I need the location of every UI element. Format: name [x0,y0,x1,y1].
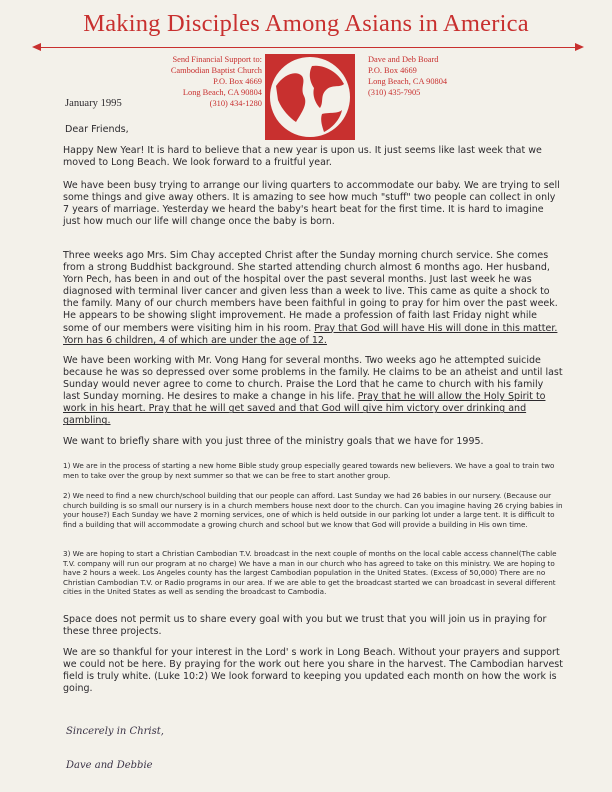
salutation: Dear Friends, [65,124,129,135]
letterhead-title: Making Disciples Among Asians in America [83,10,529,37]
address-line: Long Beach, CA 90804 [182,88,262,97]
paragraph-baby: We have been busy trying to arrange our living quarters to accommodate our baby. We are trying to sell some things and give away others. It is amazing to see how much "stuff" two people can collect in only 7 years of marriage. Yesterday we heard the baby's heart beat for the first time. It is hard to imagine just how much our life will change once the baby is born. [63,180,560,228]
paragraph-goals-intro: We want to briefly share with you just three of the ministry goals that we have for 1995. [63,436,484,447]
rule-arrow-right [575,43,584,51]
prayer-request: Pray that God will have His will done in this matter. Yorn has 6 children, 4 of which are under the age of 12. [63,322,558,346]
address-line: P.O. Box 4669 [368,66,417,75]
signature: Dave and Debbie [66,760,153,771]
address-line: Dave and Deb Board [368,55,439,64]
address-line: P.O. Box 4669 [213,77,262,86]
goal-building: 2) We need to find a new church/school building that our people can afford. Last Sunday we had 26 babies in our nursery. (Because our church building is so small our nursery is in a church members house next door to the church. Can you imagine having 26 crying babies in your house?) Each Sunday we have 2 morning services, one of which is held outside in our parking lot under a large tent. It is difficult to find a building that will accommodate a growing church and school but we know that God will provide a building in His own time. [63,491,563,529]
paragraph-sim-chay [63,250,563,347]
paragraph-new-year: Happy New Year! It is hard to believe that a new year is upon us. It just seems like last week that we moved to Long Beach. We look forward to a fruitful year. [63,145,542,169]
paragraph-vong-hang [63,355,563,428]
letterhead-rule [38,47,576,48]
globe-icon [262,52,358,142]
board-address [368,54,447,98]
prayer-request: Pray that he will allow the Holy Spirit to work in his heart. Pray that he will get saved and that God will give him victory over drinking and gambling. [63,391,546,427]
paragraph-join-prayer: Space does not permit us to share every goal with you but we trust that you will join us in praying for these three projects. [63,614,547,638]
goal-bible-study: 1) We are in the process of starting a new home Bible study group especially geared towards new believers. We have a goal to train two men to take over the group by next summer so that we can be free to start another group. [63,461,555,480]
paragraph-text: We have been working with Mr. Vong Hang for several months. Two weeks ago he attempted suicide because he was so depressed over some problems in the family. He claims to be an atheist and until last Sunday would never agree to come to church. Praise the Lord that he came to church with his family last Sunday morning. He desires to make a change in his life. [63,355,563,403]
paragraph-text: Three weeks ago Mrs. Sim Chay accepted Christ after the Sunday morning church service. She comes from a strong Buddhist background. She started attending church almost 6 months ago. Her husband, Yorn Pech, has been in and out of the hospital over the past several months. Just last week he was diagnosed with terminal liver cancer and given less than a week to live. This came as quite a shock to the family. Many of our church members have been faithful in going to pray for him over the past week. He appears to be showing slight improvement. He made a profession of faith last Friday night while some of our members were visiting him in his room. [63,250,558,334]
address-line: Cambodian Baptist Church [170,66,262,75]
goal-tv-broadcast: 3) We are hoping to start a Christian Cambodian T.V. broadcast in the next couple of months on the local cable access channel(The cable T.V. company will run our program at no charge) We have a man in our church who has agreed to take on this ministry. We are hoping to have 2 hours a week. Los Angeles county has the largest Cambodian population in the United States. (Excess of 50,000) There are no Christian Cambodian T.V. or Radio programs in our area. If we are able to get the broadcast started we can broadcast in several different cities in the United States as well as sending the broadcast to Cambodia. [63,549,557,597]
letter-date: January 1995 [65,98,122,109]
address-line: Long Beach, CA 90804 [368,77,448,86]
support-address [171,54,262,109]
address-line: (310) 435-7905 [368,88,421,97]
closing: Sincerely in Christ, [66,726,164,737]
address-line: Send Financial Support to: [172,55,262,64]
address-line: (310) 434-1280 [209,99,262,108]
paragraph-thanks: We are so thankful for your interest in the Lord' s work in Long Beach. Without your prayers and support we could not be here. By praying for the work out here you share in the harvest. The Cambodian harvest field is truly white. (Luke 10:2) We look forward to keeping you updated each month on how the work is going. [63,647,563,695]
